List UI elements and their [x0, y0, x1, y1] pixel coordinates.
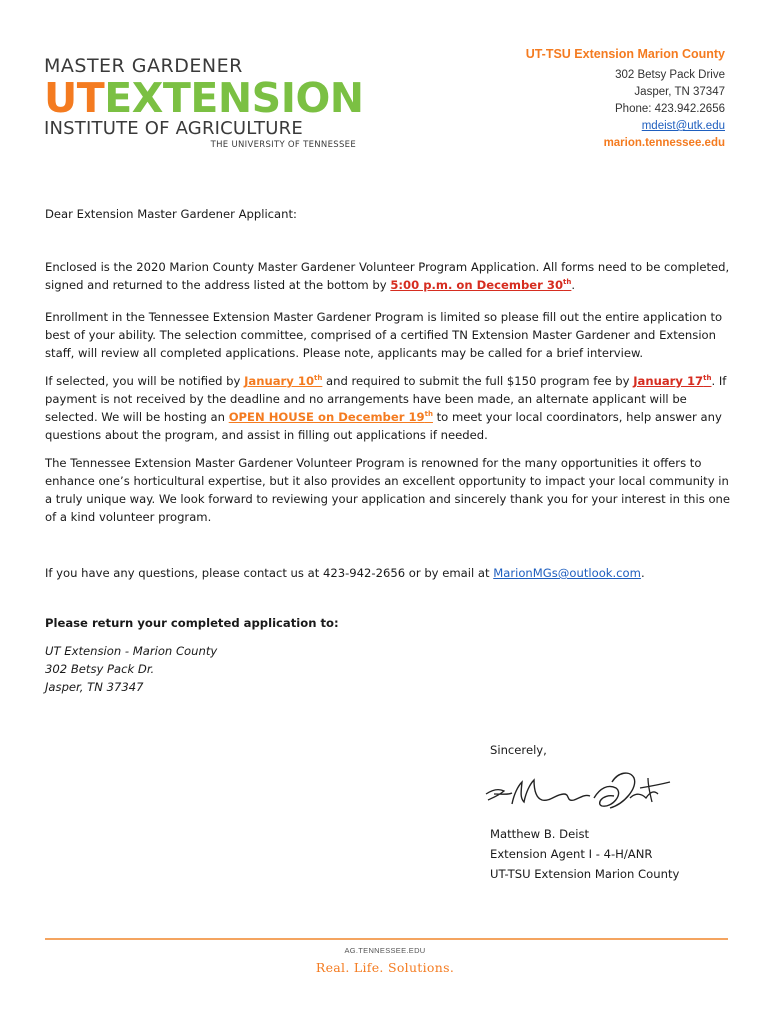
paragraph-contact: [45, 564, 730, 582]
office-city: Jasper, TN 37347: [634, 86, 725, 98]
contact-email-link[interactable]: MarionMGs@outlook.com: [493, 566, 641, 580]
logo-extension: EXTENSION: [104, 74, 364, 122]
paragraph-enrollment: Enrollment in the Tennessee Extension Master Gardener Program is limited so please fill out the entire application to best of your ability. The selection committee, comprised of a certified TN Extension Master Gardener and Extension staff, will review all completed applications. Please note, applicants may be called for a brief interview.: [45, 310, 723, 360]
logo-ut: UT: [44, 74, 105, 122]
open-house-date: [229, 410, 433, 424]
signer-org: UT-TSU Extension Marion County: [490, 867, 680, 881]
signer-title: Extension Agent I - 4-H/ANR: [490, 847, 653, 861]
p5-end: .: [640, 566, 645, 580]
fee-date: [633, 374, 711, 388]
return-line-1: UT Extension - Marion County: [45, 644, 218, 658]
footer-divider: [45, 938, 728, 940]
fee-date-text: January 17: [633, 374, 704, 388]
fee-date-sup: th: [703, 374, 712, 383]
paragraph-enclosed: [45, 258, 730, 294]
p1-end: .: [571, 278, 576, 292]
paragraph-renowned: The Tennessee Extension Master Gardener Volunteer Program is renowned for the many opportunities it offers to enhance one’s horticultural expertise, but it also provides an excellent opportunity to impact your local community in a truly unique way. We look forward to reviewing your application and sincerely thank you for your interest in this one of a kind volunteer program.: [45, 456, 731, 524]
logo-line-master-gardener: MASTER GARDENER: [44, 55, 243, 77]
signer-name: Matthew B. Deist: [490, 827, 590, 841]
footer-tagline: Real. Life. Solutions.: [315, 960, 455, 975]
open-house-sup: th: [424, 410, 433, 419]
office-name: UT-TSU Extension Marion County: [525, 47, 725, 61]
p3-text-c: . If payment is not received by the deadline and no arrangements have been made, an alternate applicant will be selected. We will be hosting an: [45, 374, 727, 424]
master-gardener-logo: [44, 55, 364, 150]
p3-text-d: to meet your local coordinators, help answer any questions about the program, and assist in filling out applications if needed.: [45, 410, 722, 442]
open-house-text: OPEN HOUSE on December 19: [228, 410, 425, 424]
logo-line-institute: INSTITUTE OF AGRICULTURE: [44, 118, 303, 139]
closing: Sincerely,: [490, 743, 547, 757]
office-street: 302 Betsy Pack Drive: [615, 69, 725, 81]
logo-line-extension: [44, 74, 364, 122]
office-website-link[interactable]: marion.tennessee.edu: [603, 137, 725, 149]
deadline-date: [390, 278, 571, 292]
salutation: Dear Extension Master Gardener Applicant:: [45, 207, 297, 221]
notify-date: [244, 374, 322, 388]
deadline-sup: th: [563, 278, 572, 287]
office-address-block: [526, 46, 725, 152]
letter-body: [45, 205, 730, 696]
p3-text-a: If selected, you will be notified by: [45, 374, 245, 388]
deadline-text: 5:00 p.m. on December 30: [390, 278, 564, 292]
p3-text-b: and required to submit the full $150 program fee by: [322, 374, 634, 388]
handwritten-signature: [484, 764, 674, 816]
p5-text: If you have any questions, please contact us at 423-942-2656 or by email at: [45, 566, 494, 580]
notify-date-text: January 10: [244, 374, 315, 388]
return-line-2: 302 Betsy Pack Dr.: [45, 662, 155, 676]
logo-line-university: THE UNIVERSITY OF TENNESSEE: [210, 140, 356, 150]
office-phone: Phone: 423.942.2656: [615, 103, 725, 115]
return-heading: Please return your completed application to:: [45, 616, 339, 630]
notify-date-sup: th: [314, 374, 323, 383]
p1-text: Enclosed is the 2020 Marion County Master Gardener Volunteer Program Application. All forms need to be completed, signed and returned to the address listed at the bottom by: [45, 260, 730, 292]
office-email-link[interactable]: mdeist@utk.edu: [641, 120, 725, 132]
footer-url: AG.TENNESSEE.EDU: [344, 946, 426, 955]
return-line-3: Jasper, TN 37347: [45, 680, 144, 694]
signature-block: [490, 740, 679, 884]
paragraph-selection: [45, 372, 730, 444]
